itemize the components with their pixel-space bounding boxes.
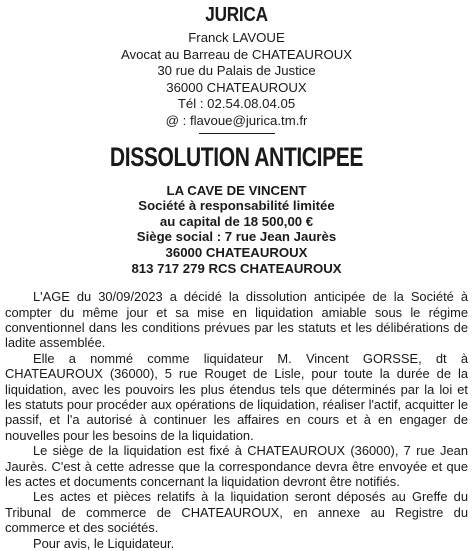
- paragraph-filing: Les actes et pièces relatifs à la liquidation seront déposés au Greffe du Tribunal de commerce de CHATEAUROUX, en annexe au Registre du commerce et des sociétés.: [5, 489, 468, 536]
- notice-body: [5, 289, 468, 551]
- lawyer-name: Franck LAVOUE: [188, 30, 285, 45]
- company-city: 36000 CHATEAUROUX: [165, 244, 308, 260]
- lawyer-street: 30 rue du Palais de Justice: [157, 63, 316, 79]
- header-divider: [199, 133, 275, 134]
- company-registration: 813 717 279 RCS CHATEAUROUX: [131, 260, 342, 276]
- paragraph-liquidation-seat: Le siège de la liquidation est fixé à CHATEAUROUX (36000), 7 rue Jean Jaurès. C'est à cette adresse que la correspondance devra être envoyée et que les actes et documents concernant la liquidation devront être notifiés.: [5, 443, 468, 489]
- paragraph-signature: Pour avis, le Liquidateur.: [33, 535, 175, 551]
- firm-name: JURICA: [205, 4, 268, 26]
- lawyer-email: @ : flavoue@jurica.tm.fr: [165, 112, 308, 128]
- company-seat: Siège social : 7 rue Jean Jaurès: [136, 229, 337, 245]
- company-name: LA CAVE DE VINCENT: [166, 182, 307, 198]
- company-capital: au capital de 18 500,00 €: [159, 213, 314, 229]
- company-legal-form: Société à responsabilité limitée: [138, 198, 335, 214]
- lawyer-city: 36000 CHATEAUROUX: [166, 79, 307, 95]
- paragraph-decision: L'AGE du 30/09/2023 a décidé la dissolution anticipée de la Société à compter du même jour et sa mise en liquidation amiable sous le régime conventionnel dans les conditions prévues par les statuts et les délibérations de ladite assemblée.: [5, 289, 468, 351]
- notice-title: DISSOLUTION ANTICIPEE: [109, 141, 364, 172]
- lawyer-phone: Tél : 02.54.08.04.05: [177, 96, 296, 112]
- lawyer-title: Avocat au Barreau de CHATEAUROUX: [120, 46, 353, 62]
- lawyer-contact-block: [5, 30, 468, 130]
- paragraph-liquidator: Elle a nommé comme liquidateur M. Vincent GORSSE, dt à CHATEAUROUX (36000), 5 rue Rouget de Lisle, pour toute la durée de la liquidation, avec les pouvoirs les plus étendus tels que déterminés par la loi et les statuts pour procéder aux opérations de liquidation, réaliser l'actif, acquitter le passif, et l'a autorisé à continuer les affaires en cours et à en engager de nouvelles pour les besoins de la liquidation.: [5, 350, 468, 443]
- company-block: [5, 183, 468, 277]
